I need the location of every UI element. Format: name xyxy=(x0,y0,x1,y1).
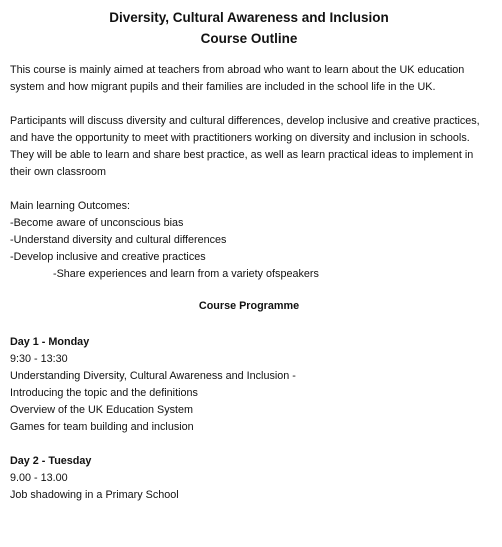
outcome-item: -Understand diversity and cultural differences xyxy=(10,234,227,246)
day-line: Games for team building and inclusion xyxy=(10,421,194,433)
programme-title: Course Programme xyxy=(198,300,300,312)
day-section-1 xyxy=(10,334,488,436)
title-line-2: Course Outline xyxy=(200,31,298,46)
outcomes-heading: Main learning Outcomes: xyxy=(10,200,131,212)
day-section-2 xyxy=(10,453,488,504)
outcome-item: -Become aware of unconscious bias xyxy=(10,217,184,229)
participants-paragraph: Participants will discuss diversity and cultural differences, develop inclusive and creative practices, and have the opportunity to meet with practitioners working on diversity and inclusion in schools. They will be able to learn and share best practice, as well as learn practical ideas to implement in their own classroom xyxy=(10,115,480,178)
day-line: 9.00 - 13.00 xyxy=(10,472,68,484)
learning-outcomes xyxy=(10,198,488,283)
day-line: Overview of the UK Education System xyxy=(10,404,194,416)
day-line: 9:30 - 13:30 xyxy=(10,353,68,365)
day-line: Introducing the topic and the definitions xyxy=(10,387,198,399)
document-title xyxy=(10,0,488,49)
day-line: Job shadowing in a Primary School xyxy=(10,489,179,501)
day-line: Understanding Diversity, Cultural Awareness and Inclusion - xyxy=(10,370,296,382)
day-heading: Day 1 - Monday xyxy=(10,336,90,348)
title-line-1: Diversity, Cultural Awareness and Inclusion xyxy=(109,10,389,25)
intro-paragraph: This course is mainly aimed at teachers from abroad who want to learn about the UK education system and how migrant pupils and their families are included in the school life in the UK. xyxy=(10,64,465,93)
outcome-item: -Develop inclusive and creative practices xyxy=(10,251,206,263)
outcome-item: -Share experiences and learn from a variety ofspeakers xyxy=(53,268,319,280)
day-heading: Day 2 - Tuesday xyxy=(10,455,92,467)
